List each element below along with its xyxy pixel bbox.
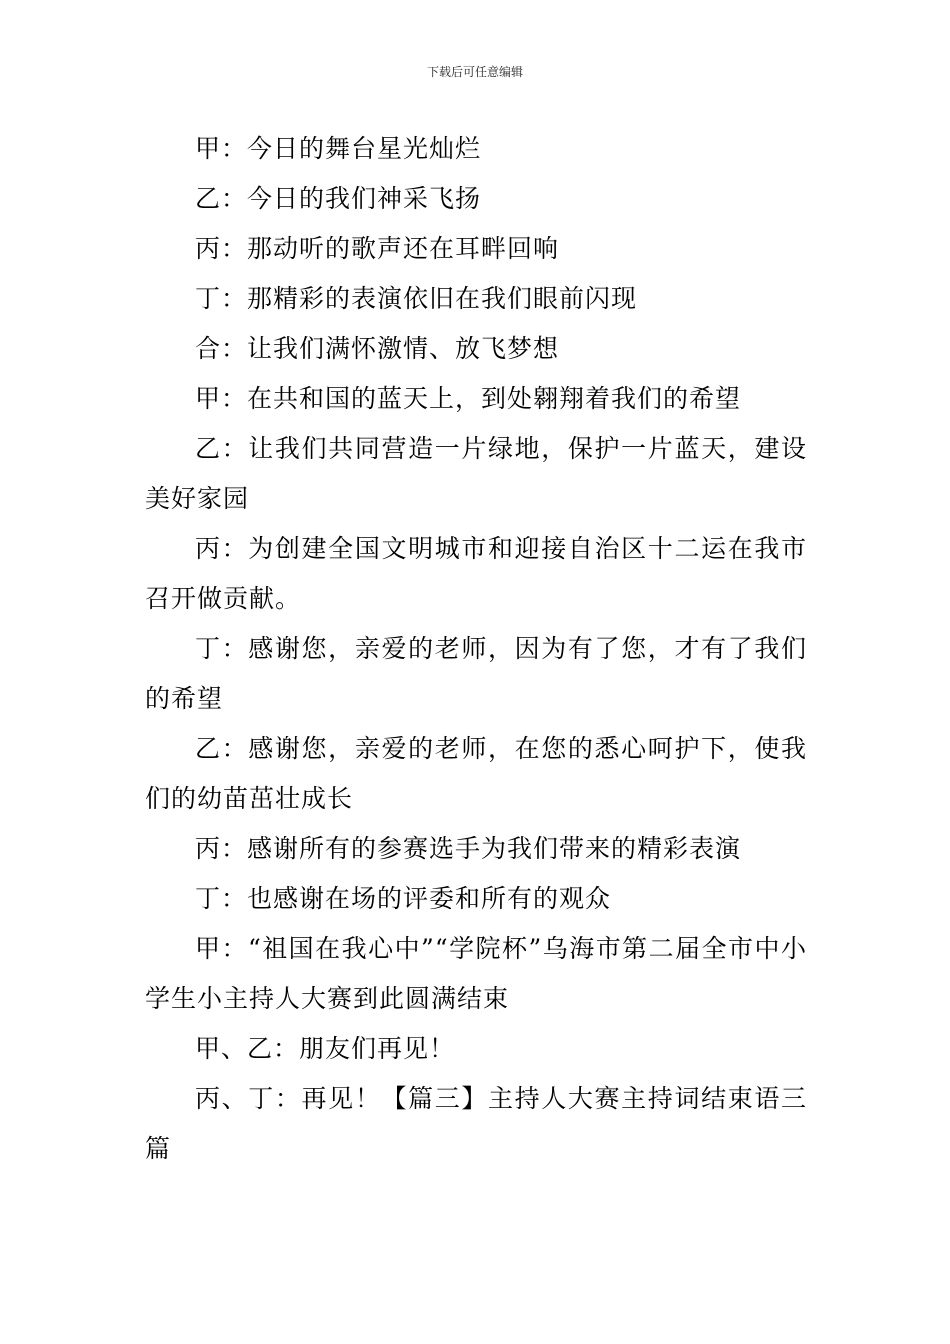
paragraph: 丙：为创建全国文明城市和迎接自治区十二运在我市召开做贡献。 [145, 534, 807, 613]
page-header: 下载后可任意编辑 [426, 65, 523, 79]
paragraph: 乙：今日的我们神采飞扬 [195, 184, 482, 213]
paragraph: 甲：“祖国在我心中”“学院杯”乌海市第二届全市中小学生小主持人大赛到此圆满结束 [145, 934, 807, 1013]
paragraph: 甲：在共和国的蓝天上，到处翱翔着我们的希望 [195, 384, 742, 413]
paragraph: 甲、乙：朋友们再见！ [195, 1034, 456, 1063]
paragraph: 甲：今日的舞台星光灿烂 [195, 134, 482, 163]
paragraph: 合：让我们满怀激情、放飞梦想 [195, 334, 560, 363]
paragraph: 丁：感谢您，亲爱的老师，因为有了您，才有了我们的希望 [145, 634, 807, 713]
document-body [145, 124, 807, 1174]
paragraph: 乙：感谢您，亲爱的老师，在您的悉心呵护下，使我们的幼苗茁壮成长 [145, 734, 807, 813]
paragraph: 丙、丁：再见！【篇三】主持人大赛主持词结束语三篇 [145, 1084, 807, 1163]
paragraph: 丙：感谢所有的参赛选手为我们带来的精彩表演 [195, 834, 742, 863]
paragraph: 丁：也感谢在场的评委和所有的观众 [195, 884, 612, 913]
paragraph: 乙：让我们共同营造一片绿地，保护一片蓝天，建设美好家园 [145, 434, 807, 513]
paragraph: 丙：那动听的歌声还在耳畔回响 [195, 234, 560, 263]
paragraph: 丁：那精彩的表演依旧在我们眼前闪现 [195, 284, 638, 313]
